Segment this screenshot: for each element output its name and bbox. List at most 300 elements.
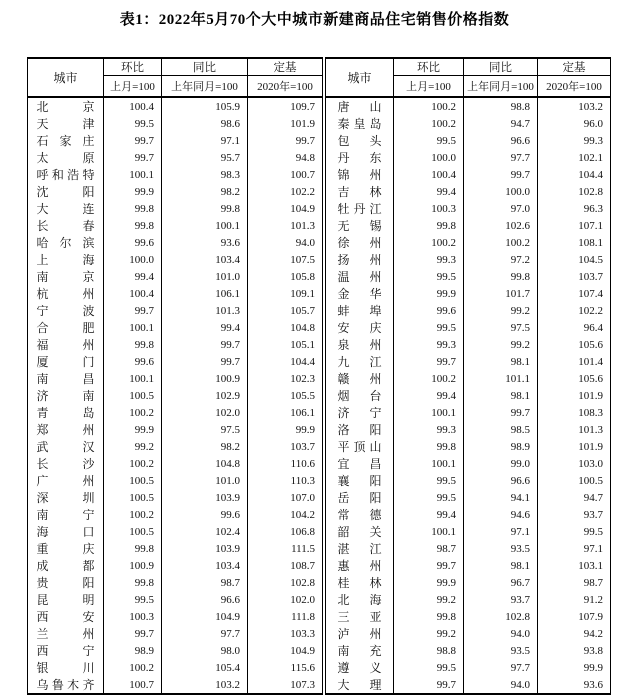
table-row [28,455,323,472]
fixed-base-index-cell: 104.9 [248,642,323,659]
yoy-index-cell: 99.7 [162,336,248,353]
city-cell: 包头 [337,134,382,148]
city-cell: 赣州 [337,372,382,386]
city-cell: 广州 [36,474,95,488]
fixed-base-index-cell: 91.2 [538,591,611,608]
yoy-index-cell: 99.7 [162,353,248,370]
mom-index-cell: 98.9 [104,642,162,659]
yoy-index-cell: 93.5 [464,540,538,557]
mom-index-cell: 100.2 [104,404,162,421]
table-row [28,319,323,336]
table-row [326,370,611,387]
mom-index-cell: 100.5 [104,523,162,540]
mom-index-cell: 99.9 [394,574,464,591]
yoy-index-cell: 98.9 [464,438,538,455]
city-cell: 南昌 [36,372,95,386]
yoy-index-cell: 99.8 [464,268,538,285]
city-cell: 长沙 [36,457,95,471]
mom-index-cell: 99.8 [104,200,162,217]
table-row [28,557,323,574]
yoy-index-cell: 94.1 [464,489,538,506]
city-cell: 平顶山 [337,440,382,454]
mom-index-cell: 99.9 [104,421,162,438]
fixed-base-index-cell: 107.3 [248,676,323,694]
city-cell: 常德 [337,508,382,522]
yoy-index-cell: 98.0 [162,642,248,659]
fixed-base-index-cell: 99.7 [248,132,323,149]
column-header-mom: 环比 [104,58,162,76]
table-row [326,132,611,149]
mom-index-cell: 99.5 [394,132,464,149]
table-body-right [326,97,611,694]
column-header-yoy: 同比 [162,58,248,76]
fixed-base-index-cell: 107.5 [248,251,323,268]
column-subheader-yoy-base: 上年同月=100 [464,76,538,98]
yoy-index-cell: 93.7 [464,591,538,608]
table-row [326,387,611,404]
city-cell: 秦皇岛 [337,117,382,131]
yoy-index-cell: 97.0 [464,200,538,217]
fixed-base-index-cell: 111.5 [248,540,323,557]
mom-index-cell: 100.2 [394,234,464,251]
yoy-index-cell: 102.0 [162,404,248,421]
table-row [326,642,611,659]
fixed-base-index-cell: 105.8 [248,268,323,285]
yoy-index-cell: 97.1 [162,132,248,149]
mom-index-cell: 99.4 [394,183,464,200]
mom-index-cell: 99.5 [394,659,464,676]
fixed-base-index-cell: 106.8 [248,523,323,540]
fixed-base-index-cell: 100.5 [538,472,611,489]
fixed-base-index-cell: 99.5 [538,523,611,540]
price-index-table [27,57,611,695]
fixed-base-index-cell: 99.9 [538,659,611,676]
city-cell: 西宁 [36,644,95,658]
table-row [28,336,323,353]
table-row [326,438,611,455]
table-row [28,115,323,132]
city-cell: 牡丹江 [337,202,382,216]
table-row [28,97,323,115]
table-row [326,472,611,489]
yoy-index-cell: 94.0 [464,625,538,642]
yoy-index-cell: 100.0 [464,183,538,200]
mom-index-cell: 99.8 [394,217,464,234]
yoy-index-cell: 97.7 [464,149,538,166]
fixed-base-index-cell: 105.6 [538,370,611,387]
mom-index-cell: 99.3 [394,251,464,268]
yoy-index-cell: 102.8 [464,608,538,625]
city-cell: 徐州 [337,236,382,250]
fixed-base-index-cell: 101.3 [538,421,611,438]
city-cell: 南宁 [36,508,95,522]
table-row [28,523,323,540]
yoy-index-cell: 98.8 [464,97,538,115]
city-cell: 呼和浩特 [36,168,95,182]
city-cell: 唐山 [337,100,382,114]
table-row [28,438,323,455]
mom-index-cell: 99.8 [394,608,464,625]
mom-index-cell: 99.4 [104,268,162,285]
table-row [28,506,323,523]
yoy-index-cell: 96.7 [464,574,538,591]
fixed-base-index-cell: 100.7 [248,166,323,183]
fixed-base-index-cell: 94.8 [248,149,323,166]
mom-index-cell: 100.3 [394,200,464,217]
mom-index-cell: 100.0 [394,149,464,166]
table-row [326,166,611,183]
yoy-index-cell: 96.6 [464,132,538,149]
table-row [28,642,323,659]
fixed-base-index-cell: 93.7 [538,506,611,523]
mom-index-cell: 100.5 [104,472,162,489]
mom-index-cell: 99.7 [104,302,162,319]
yoy-index-cell: 103.2 [162,676,248,694]
city-cell: 泸州 [337,627,382,641]
mom-index-cell: 100.0 [104,251,162,268]
table-row [28,251,323,268]
table-row [28,132,323,149]
fixed-base-index-cell: 99.9 [248,421,323,438]
fixed-base-index-cell: 109.7 [248,97,323,115]
table-row [28,540,323,557]
fixed-base-index-cell: 105.7 [248,302,323,319]
city-cell: 扬州 [337,253,382,267]
table-row [326,506,611,523]
mom-index-cell: 99.4 [394,387,464,404]
city-cell: 武汉 [36,440,95,454]
fixed-base-index-cell: 104.9 [248,200,323,217]
table-row [326,659,611,676]
column-subheader-fixed-base: 2020年=100 [538,76,611,98]
city-cell: 三亚 [337,610,382,624]
yoy-index-cell: 100.2 [464,234,538,251]
city-cell: 杭州 [36,287,95,301]
column-subheader-mom-base: 上月=100 [104,76,162,98]
table-row [326,251,611,268]
mom-index-cell: 99.2 [104,438,162,455]
yoy-index-cell: 103.4 [162,557,248,574]
price-index-table-left [27,57,323,695]
fixed-base-index-cell: 103.7 [248,438,323,455]
yoy-index-cell: 102.9 [162,387,248,404]
fixed-base-index-cell: 101.9 [538,387,611,404]
fixed-base-index-cell: 101.9 [248,115,323,132]
table-row [28,421,323,438]
fixed-base-index-cell: 102.2 [538,302,611,319]
table-row [326,217,611,234]
table-row [28,625,323,642]
mom-index-cell: 99.2 [394,625,464,642]
mom-index-cell: 100.1 [394,455,464,472]
column-header-city: 城市 [28,58,104,97]
mom-index-cell: 99.7 [394,557,464,574]
city-cell: 郑州 [36,423,95,437]
mom-index-cell: 99.3 [394,421,464,438]
mom-index-cell: 100.1 [394,523,464,540]
mom-index-cell: 99.9 [394,285,464,302]
city-cell: 深圳 [36,491,95,505]
yoy-index-cell: 96.6 [464,472,538,489]
city-cell: 蚌埠 [337,304,382,318]
city-cell: 重庆 [36,542,95,556]
yoy-index-cell: 94.0 [464,676,538,694]
yoy-index-cell: 96.6 [162,591,248,608]
table-row [28,676,323,694]
fixed-base-index-cell: 94.7 [538,489,611,506]
yoy-index-cell: 98.6 [162,115,248,132]
city-cell: 宜昌 [337,457,382,471]
city-cell: 南京 [36,270,95,284]
city-cell: 上海 [36,253,95,267]
yoy-index-cell: 105.9 [162,97,248,115]
yoy-index-cell: 98.7 [162,574,248,591]
fixed-base-index-cell: 98.7 [538,574,611,591]
city-cell: 西安 [36,610,95,624]
city-cell: 金华 [337,287,382,301]
yoy-index-cell: 98.1 [464,557,538,574]
city-cell: 无锡 [337,219,382,233]
fixed-base-index-cell: 107.4 [538,285,611,302]
mom-index-cell: 98.7 [394,540,464,557]
table-row [326,183,611,200]
yoy-index-cell: 99.8 [162,200,248,217]
city-cell: 南充 [337,644,382,658]
mom-index-cell: 99.6 [394,302,464,319]
fixed-base-index-cell: 96.3 [538,200,611,217]
city-cell: 昆明 [36,593,95,607]
table-row [326,302,611,319]
mom-index-cell: 100.9 [104,557,162,574]
mom-index-cell: 99.7 [104,149,162,166]
table-row [28,608,323,625]
table-row [28,370,323,387]
yoy-index-cell: 98.1 [464,353,538,370]
yoy-index-cell: 94.7 [464,115,538,132]
table-row [28,234,323,251]
city-cell: 湛江 [337,542,382,556]
city-cell: 遵义 [337,661,382,675]
table-row [28,268,323,285]
fixed-base-index-cell: 104.4 [538,166,611,183]
yoy-index-cell: 100.1 [162,217,248,234]
mom-index-cell: 98.8 [394,642,464,659]
table-row [326,115,611,132]
mom-index-cell: 99.9 [104,183,162,200]
fixed-base-index-cell: 102.8 [248,574,323,591]
yoy-index-cell: 101.7 [464,285,538,302]
table-row [28,183,323,200]
fixed-base-index-cell: 102.2 [248,183,323,200]
yoy-index-cell: 99.6 [162,506,248,523]
city-cell: 惠州 [337,559,382,573]
mom-index-cell: 99.5 [394,489,464,506]
table-row [326,353,611,370]
mom-index-cell: 99.5 [394,472,464,489]
fixed-base-index-cell: 102.8 [538,183,611,200]
mom-index-cell: 100.2 [394,115,464,132]
fixed-base-index-cell: 94.2 [538,625,611,642]
yoy-index-cell: 102.4 [162,523,248,540]
fixed-base-index-cell: 111.8 [248,608,323,625]
yoy-index-cell: 100.9 [162,370,248,387]
fixed-base-index-cell: 105.5 [248,387,323,404]
table-row [326,336,611,353]
city-cell: 哈尔滨 [36,236,95,250]
yoy-index-cell: 106.1 [162,285,248,302]
mom-index-cell: 99.8 [104,217,162,234]
table-row [28,200,323,217]
yoy-index-cell: 97.2 [464,251,538,268]
table-header-right [326,58,611,97]
fixed-base-index-cell: 104.8 [248,319,323,336]
mom-index-cell: 99.6 [104,234,162,251]
table-row [28,472,323,489]
yoy-index-cell: 97.5 [464,319,538,336]
fixed-base-index-cell: 96.0 [538,115,611,132]
table-row [326,574,611,591]
table-row [326,591,611,608]
fixed-base-index-cell: 101.3 [248,217,323,234]
column-header-mom: 环比 [394,58,464,76]
city-cell: 岳阳 [337,491,382,505]
mom-index-cell: 99.5 [394,268,464,285]
fixed-base-index-cell: 108.7 [248,557,323,574]
city-cell: 长春 [36,219,95,233]
fixed-base-index-cell: 104.4 [248,353,323,370]
yoy-index-cell: 103.9 [162,540,248,557]
table-row [326,421,611,438]
table-row [326,404,611,421]
mom-index-cell: 100.3 [104,608,162,625]
yoy-index-cell: 99.4 [162,319,248,336]
column-subheader-yoy-base: 上年同月=100 [162,76,248,98]
city-cell: 合肥 [36,321,95,335]
fixed-base-index-cell: 103.3 [248,625,323,642]
table-row [326,455,611,472]
mom-index-cell: 99.5 [394,319,464,336]
city-cell: 银川 [36,661,95,675]
city-cell: 济南 [36,389,95,403]
city-cell: 泉州 [337,338,382,352]
city-cell: 青岛 [36,406,95,420]
table-row [28,166,323,183]
yoy-index-cell: 97.7 [464,659,538,676]
city-cell: 厦门 [36,355,95,369]
column-header-yoy: 同比 [464,58,538,76]
yoy-index-cell: 97.5 [162,421,248,438]
mom-index-cell: 99.2 [394,591,464,608]
table-row [28,149,323,166]
mom-index-cell: 99.4 [394,506,464,523]
yoy-index-cell: 95.7 [162,149,248,166]
fixed-base-index-cell: 102.1 [538,149,611,166]
table-row [28,285,323,302]
city-cell: 北海 [337,593,382,607]
table-row [326,285,611,302]
column-header-fixed: 定基 [538,58,611,76]
yoy-index-cell: 99.0 [464,455,538,472]
city-cell: 贵阳 [36,576,95,590]
city-cell: 烟台 [337,389,382,403]
yoy-index-cell: 101.0 [162,472,248,489]
city-cell: 大连 [36,202,95,216]
fixed-base-index-cell: 105.1 [248,336,323,353]
yoy-index-cell: 103.9 [162,489,248,506]
table-row [28,217,323,234]
yoy-index-cell: 101.1 [464,370,538,387]
yoy-index-cell: 101.3 [162,302,248,319]
city-cell: 九江 [337,355,382,369]
mom-index-cell: 99.5 [104,591,162,608]
yoy-index-cell: 97.7 [162,625,248,642]
table-row [326,268,611,285]
fixed-base-index-cell: 106.1 [248,404,323,421]
yoy-index-cell: 104.8 [162,455,248,472]
city-cell: 洛阳 [337,423,382,437]
price-index-table-right [325,57,611,695]
fixed-base-index-cell: 110.6 [248,455,323,472]
column-header-city: 城市 [326,58,394,97]
city-cell: 海口 [36,525,95,539]
mom-index-cell: 100.4 [394,166,464,183]
fixed-base-index-cell: 103.2 [538,97,611,115]
mom-index-cell: 99.8 [104,574,162,591]
yoy-index-cell: 98.2 [162,183,248,200]
mom-index-cell: 100.2 [104,455,162,472]
yoy-index-cell: 101.0 [162,268,248,285]
city-cell: 安庆 [337,321,382,335]
yoy-index-cell: 99.2 [464,336,538,353]
mom-index-cell: 99.7 [394,353,464,370]
fixed-base-index-cell: 101.9 [538,438,611,455]
table-row [28,574,323,591]
yoy-index-cell: 93.5 [464,642,538,659]
mom-index-cell: 99.5 [104,115,162,132]
fixed-base-index-cell: 115.6 [248,659,323,676]
table-row [326,676,611,694]
mom-index-cell: 100.4 [104,97,162,115]
fixed-base-index-cell: 110.3 [248,472,323,489]
mom-index-cell: 100.5 [104,387,162,404]
fixed-base-index-cell: 104.5 [538,251,611,268]
mom-index-cell: 100.2 [104,659,162,676]
fixed-base-index-cell: 101.4 [538,353,611,370]
fixed-base-index-cell: 105.6 [538,336,611,353]
yoy-index-cell: 99.2 [464,302,538,319]
yoy-index-cell: 103.4 [162,251,248,268]
fixed-base-index-cell: 107.9 [538,608,611,625]
city-cell: 天津 [36,117,95,131]
mom-index-cell: 99.8 [104,540,162,557]
fixed-base-index-cell: 102.3 [248,370,323,387]
table-row [326,319,611,336]
city-cell: 福州 [36,338,95,352]
city-cell: 兰州 [36,627,95,641]
column-header-fixed: 定基 [248,58,323,76]
mom-index-cell: 99.7 [104,625,162,642]
yoy-index-cell: 93.6 [162,234,248,251]
table-row [28,353,323,370]
table-row [326,489,611,506]
city-cell: 乌鲁木齐 [36,678,95,692]
city-cell: 石家庄 [36,134,95,148]
city-cell: 锦州 [337,168,382,182]
fixed-base-index-cell: 103.1 [538,557,611,574]
city-cell: 温州 [337,270,382,284]
column-subheader-fixed-base: 2020年=100 [248,76,323,98]
city-cell: 襄阳 [337,474,382,488]
